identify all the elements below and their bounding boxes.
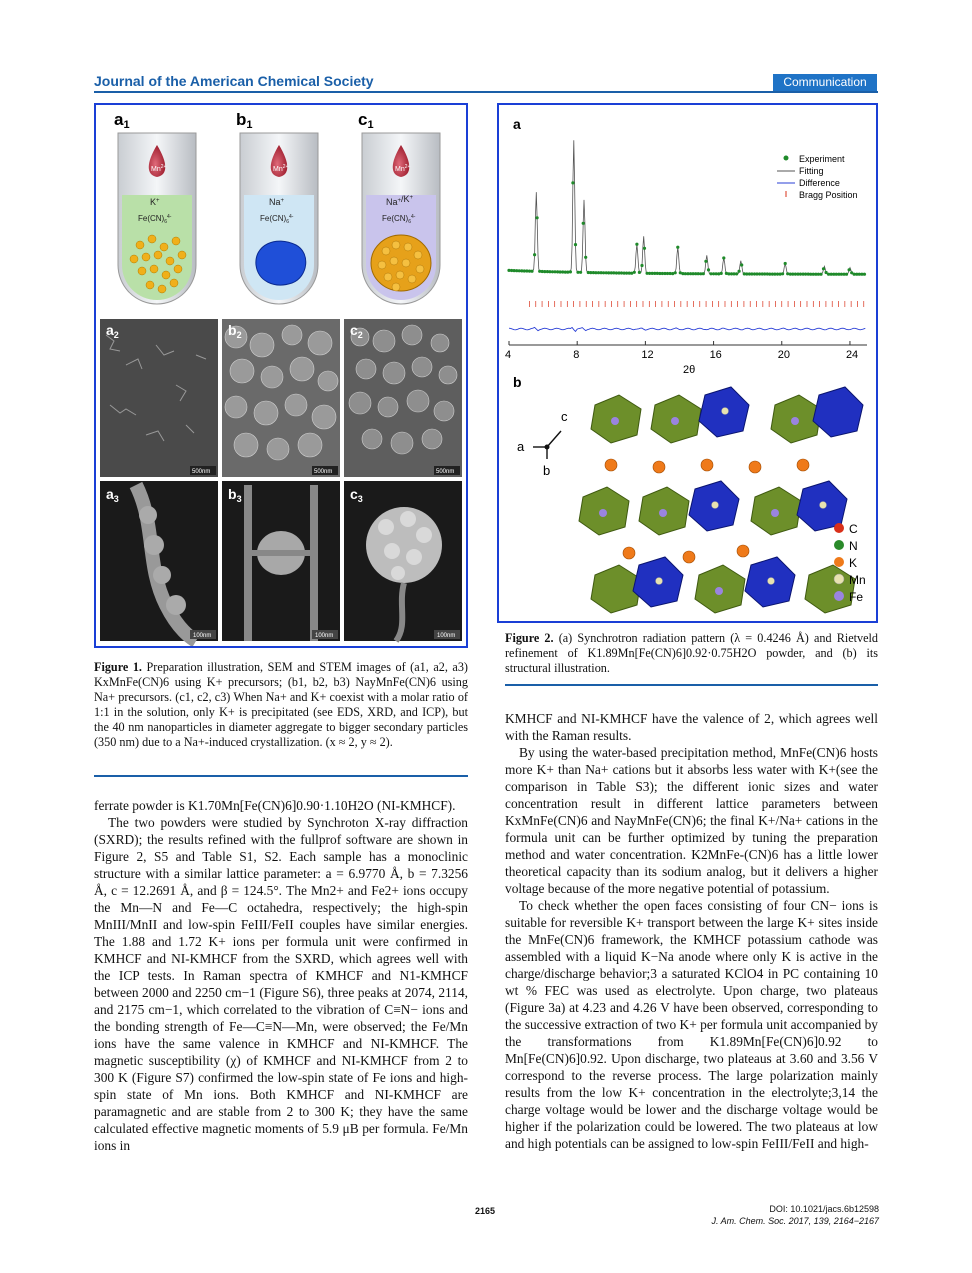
figure-1-caption-label: Figure 1. xyxy=(94,660,142,674)
tube-c1 xyxy=(362,133,440,304)
doi-link[interactable]: DOI: 10.1021/jacs.6b12598 xyxy=(769,1204,879,1214)
left-column xyxy=(94,797,468,1154)
experiment-point xyxy=(784,262,787,265)
atom-label-k: K xyxy=(849,556,858,570)
x-tick-label: 4 xyxy=(505,349,512,361)
paragraph: By using the water-based precipitation method, MnFe(CN)6 hosts more K+ than Na+ cations but it absorbs less water with K+(see the comparison in Table S3); the different ionic sizes and water concentration result in different lattice parameters between KxMnFe(CN)6 and NayMnFe(CN)6; the final K+/Na+ cations in the formula unit can be further optimized by tuning the preparation method and water concentration. K2MnFe-(CN)6 has a little lower theoretical capacity than its sodium analog, but it delivers a higher voltage because of the more negative potential of potassium. xyxy=(505,745,878,896)
panel-label-a1: a1 xyxy=(114,110,130,131)
panel-label-b1: b1 xyxy=(236,110,253,131)
svg-text:Fe(CN)64-: $Fe(CN)_6^{4-}$ xyxy=(138,214,172,225)
experiment-point xyxy=(822,267,825,270)
stem-scale: 100nm xyxy=(315,633,334,639)
atom-label-fe: Fe xyxy=(849,590,864,604)
legend-difference: Difference xyxy=(799,178,840,188)
experiment-point xyxy=(819,273,822,276)
figure-1-graphic xyxy=(96,105,466,646)
experiment-point xyxy=(584,256,587,259)
experiment-point xyxy=(863,273,866,276)
figure-2-graphic xyxy=(499,105,876,621)
x-tick-label: 20 xyxy=(777,349,791,361)
na-blob xyxy=(256,241,306,285)
experiment-point xyxy=(702,272,705,275)
difference-line xyxy=(509,327,865,331)
experiment-point xyxy=(571,181,574,184)
experiment-point xyxy=(674,271,677,274)
panel-label-b3: $b_3$ xyxy=(228,486,242,504)
tube-b1 xyxy=(240,133,318,304)
atom-label-c: C xyxy=(849,522,858,536)
axis-label-a: a xyxy=(517,439,525,454)
experiment-point xyxy=(530,270,533,273)
experiment-point xyxy=(738,270,741,273)
crystal-structure xyxy=(579,387,863,613)
stem-scale: 100nm xyxy=(193,633,212,639)
svg-text:Fe(CN)64-: $Fe(CN)_6^{4-}$ xyxy=(382,214,416,225)
caption-rule xyxy=(505,684,878,686)
right-column xyxy=(505,710,878,1152)
panel-label-b: b xyxy=(513,374,522,390)
legend-experiment: Experiment xyxy=(799,154,845,164)
svg-text:Na+: Na+ xyxy=(269,197,285,207)
x-tick-label: 24 xyxy=(845,349,859,361)
experiment-point xyxy=(533,253,536,256)
x-tick-label: 16 xyxy=(709,349,722,361)
chart-legend xyxy=(777,154,858,200)
panel-label-a: a xyxy=(513,116,521,132)
experiment-point xyxy=(569,270,572,273)
figure-2 xyxy=(497,103,878,623)
header-rule xyxy=(94,91,878,93)
figure-2-caption xyxy=(505,631,878,676)
experiment-point xyxy=(740,263,743,266)
tube-a1 xyxy=(118,133,196,304)
experiment-point xyxy=(722,256,725,259)
axes-indicator xyxy=(517,409,568,478)
panel-label-c2: $c_2$ xyxy=(350,322,363,340)
figure-1 xyxy=(94,103,468,648)
sem-scale: 500nm xyxy=(436,469,455,475)
paragraph: KMHCF and NI-KMHCF have the valence of 2, which agrees well with the Raman results. xyxy=(505,711,878,743)
sem-row xyxy=(100,319,462,477)
page-number: 2165 xyxy=(475,1206,496,1216)
atom-label-mn: Mn xyxy=(849,573,866,587)
footer-citation xyxy=(711,1203,879,1227)
x-axis-label: 2θ xyxy=(683,364,696,376)
experiment-point xyxy=(720,272,723,275)
svg-text:Na+/K+: Na+/K+ xyxy=(386,194,414,207)
paragraph: ferrate powder is K1.70Mn[Fe(CN)6]0.90·1.10H2O (NI-KMHCF). xyxy=(94,798,456,813)
panel-label-a2: $a_2$ xyxy=(106,322,119,340)
paragraph: To check whether the open faces consisting of four CN− ions is suitable for reversible K+ transport between the large K+ sites inside the MnFe(CN)6 framework, the KMHCF potassium cathode was assembled with a liquid K−Na anode where only K is active in the charge/discharge behavior;3 a saturated KClO4 in PC containing 10 wt % FEC was used as electrolyte. Upon charge, two plateaus (Figure 3a) at 4.23 and 4.26 V have been observed, corresponding to the successive extraction of two K+ per formula unit accompanied by the transformations from K1.89Mn[Fe(CN)6]0.92 to Mn[Fe(CN)6]0.92. Upon discharge, two plateaus at 3.60 and 3.56 V correspond to the reverse process. The large polarization mainly results from the low K+ concentration in the electrolyte;3,14 the charge voltage would be lower and the discharge voltage would be higher if the polarization could be lowered. The two plateaus at low and high potentials can be assigned to low-spin FeIII/FeII and high- xyxy=(505,898,878,1151)
experiment-point xyxy=(845,273,848,276)
figure-2-caption-text: (a) Synchrotron radiation pattern (λ = 0.4246 Å) and Rietveld refinement of K1.89Mn[Fe(CN)6]0.92·0.75H2O powder, and (b) its structural illustration. xyxy=(505,631,878,675)
axis-label-c: c xyxy=(561,409,568,424)
caption-rule xyxy=(94,775,468,777)
panel-label-c1: c1 xyxy=(358,110,374,131)
x-tick-label: 8 xyxy=(573,349,580,361)
experiment-point xyxy=(638,271,641,274)
svg-text:Fe(CN)64-: $Fe(CN)_6^{4-}$ xyxy=(260,214,294,225)
panel-label-c3: $c_3$ xyxy=(350,486,363,504)
experiment-point xyxy=(848,268,851,271)
experiment-point xyxy=(536,216,539,219)
svg-text:Mn2+: $Mn^{2+}$ xyxy=(151,164,167,173)
experiment-point xyxy=(735,272,738,275)
atom-label-n: N xyxy=(849,539,858,553)
legend-fitting: Fitting xyxy=(799,166,824,176)
paragraph: The two powders were studied by Synchroton X-ray diffraction (SXRD); the results refined with the fullprof software are shown in Figure 2, S5 and Table S1, S2. Each sample has a monoclinic structure with a similar lattice parameter: a = 6.9770 Å, b = 7.3256 Å, c = 12.2691 Å, and β = 124.5°. The Mn2+ and Fe2+ ions occupy the Mn—N and Fe—C octahedra, respectively; the high-spin MnIII/MnII and low-spin FeIII/FeII couples have similar energies. The 1.88 and 1.72 K+ ions per formula unit were confirmed in KMHCF and NI-KMHCF from the SXRD, which agrees well with the ICP tests. In Raman spectra of KMHCF and N1-KMHCF between 2000 and 2250 cm−1 (Figure S6), three peaks at 2074, 2114, and 2175 cm−1, which correlated to the vibration of C≡N− ions and the bonding strength of Fe—C≡N—Mn, were observed; the Fe/Mn ions have the same valence in KMHCF and NI-KMHCF. The magnetic susceptibility (χ) of KMHCF and NI-KMHCF from 2 to 300 K (Figure S7) confirmed the low-spin state of Fe ions and high-spin state of Mn ions. Both KMHCF and NI-KMHCF are paramagnetic and are stable from 2 to 300 K; they have the same calculated effective magnetic moments of 5.9 μB per formula. Fe/Mn ions in xyxy=(94,815,468,1153)
stem-row xyxy=(100,481,462,641)
journal-citation: J. Am. Chem. Soc. 2017, 139, 2164−2167 xyxy=(711,1216,879,1226)
experiment-point xyxy=(582,222,585,225)
stem-scale: 100nm xyxy=(437,633,456,639)
x-tick-label: 12 xyxy=(641,349,654,361)
experiment-point xyxy=(643,247,646,250)
experiment-point xyxy=(676,246,679,249)
experiment-point xyxy=(704,260,707,263)
experiment-point xyxy=(574,243,577,246)
sem-scale: 500nm xyxy=(192,469,211,475)
panel-label-a3: $a_3$ xyxy=(106,486,119,504)
svg-text:Mn2+: $Mn^{2+}$ xyxy=(273,164,289,173)
atom-legend xyxy=(834,522,866,604)
section-badge: Communication xyxy=(773,74,877,91)
figure-2-caption-label: Figure 2. xyxy=(505,631,554,645)
journal-title: Journal of the American Chemical Society xyxy=(94,73,374,89)
experiment-point xyxy=(707,268,710,271)
panel-label-b2: $b_2$ xyxy=(228,322,242,340)
axis-label-b: b xyxy=(543,463,551,478)
experiment-point xyxy=(640,264,643,267)
experiment-point xyxy=(781,272,784,275)
x-ticks xyxy=(505,341,858,361)
svg-text:K+: K+ xyxy=(150,197,160,207)
legend-bragg: Bragg Position xyxy=(799,190,858,200)
experiment-point xyxy=(633,271,636,274)
experiment-point xyxy=(579,271,582,274)
experiment-point xyxy=(635,243,638,246)
svg-text:Mn2+: $Mn^{2+}$ xyxy=(395,164,411,173)
sem-scale: 500nm xyxy=(314,469,333,475)
figure-1-caption-text: Preparation illustration, SEM and STEM images of (a1, a2, a3) KxMnFe(CN)6 using K+ precursors; (b1, b2, b3) NayMnFe(CN)6 using Na+ precursors. (c1, c2, c3) When Na+ and K+ coexist with a molar ratio of 1:1 in the solution, only K+ is precipitated (see EDS, XRD, and ICP), but the 40 nm nanoparticles in diameter aggregate to bigger secondary particles (350 nm) due to a Na+-induced crystallization. (x ≈ 2, y ≈ 2). xyxy=(94,660,468,749)
figure-1-caption xyxy=(94,660,468,750)
